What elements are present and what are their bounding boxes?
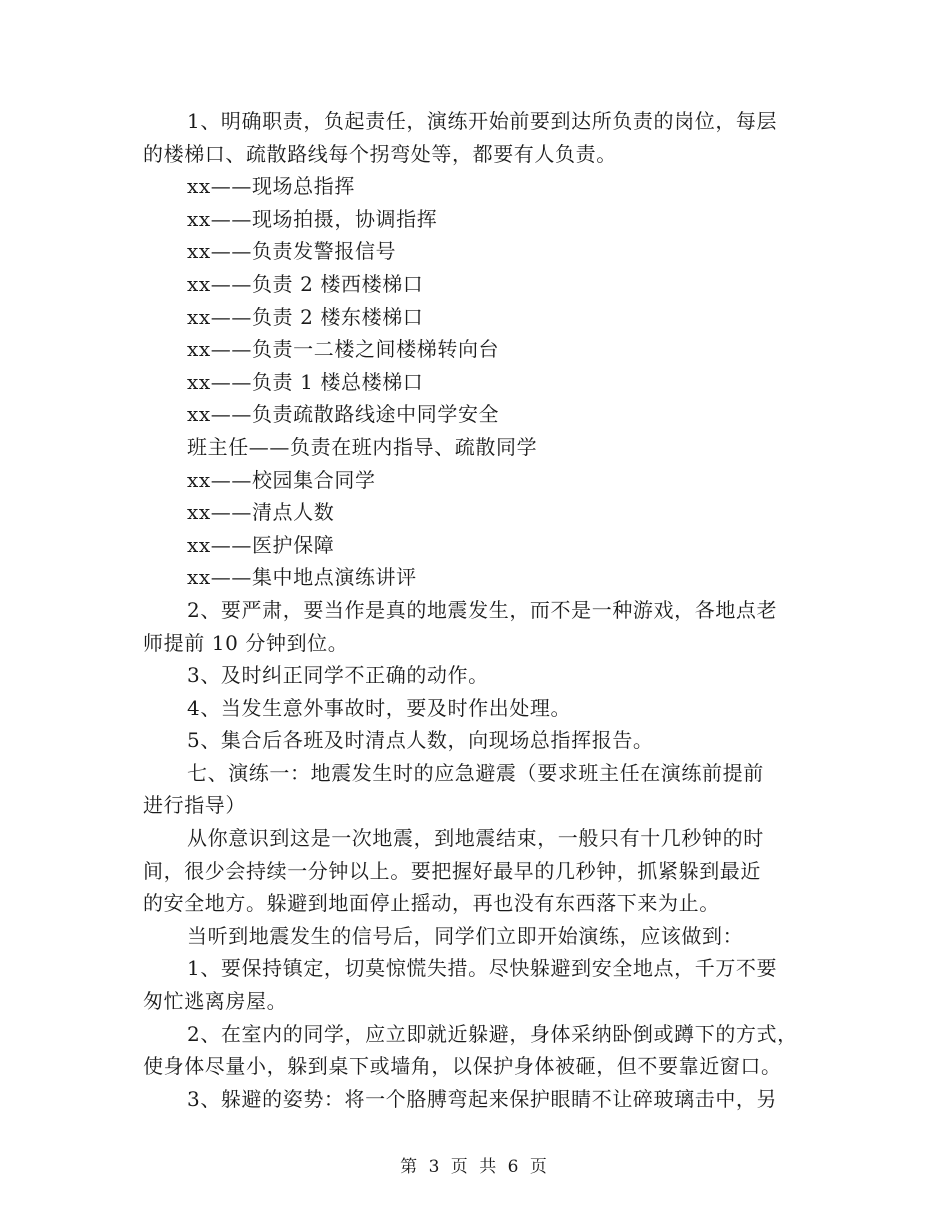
text-line: 2、在室内的同学，应立即就近躲避，身体采纳卧倒或蹲下的方式， bbox=[187, 1021, 798, 1046]
text-line: xx——集中地点演练讲评 bbox=[187, 565, 417, 590]
text-line: 1、明确职责，负起责任，演练开始前要到达所负责的岗位，每层 bbox=[187, 109, 778, 133]
text-line: 1、要保持镇定，切莫惊慌失措。尽快躲避到安全地点，千万不要 bbox=[187, 956, 778, 981]
text-line: xx——校园集合同学 bbox=[187, 467, 376, 492]
text-line: 3、及时纠正同学不正确的动作。 bbox=[187, 663, 489, 688]
text-line: xx——负责 2 楼东楼梯口 bbox=[187, 304, 424, 329]
text-line: 间，很少会持续一分钟以上。要把握好最早的几秒钟，抓紧躲到最近 bbox=[143, 858, 761, 883]
text-line: 使身体尽量小，躲到桌下或墙角，以保护身体被砸，但不要靠近窗口。 bbox=[143, 1054, 782, 1079]
page-footer: 第 3 页 共 6 页 bbox=[400, 1157, 550, 1177]
text-line: 当听到地震发生的信号后，同学们立即开始演练，应该做到： bbox=[187, 923, 744, 948]
text-line: 匆忙逃离房屋。 bbox=[143, 989, 288, 1014]
text-line: 从你意识到这是一次地震，到地震结束，一般只有十几秒钟的时 bbox=[187, 826, 764, 851]
text-line: 3、躲避的姿势：将一个胳膊弯起来保护眼睛不让碎玻璃击中，另 bbox=[187, 1086, 778, 1111]
text-line: xx——负责 2 楼西楼梯口 bbox=[187, 271, 424, 296]
text-line: 班主任——负责在班内指导、疏散同学 bbox=[187, 434, 538, 459]
text-line: xx——负责疏散路线途中同学安全 bbox=[187, 402, 500, 427]
text-line: xx——负责 1 楼总楼梯口 bbox=[187, 369, 424, 394]
text-line: xx——负责发警报信号 bbox=[187, 239, 397, 264]
text-line: 师提前 10 分钟到位。 bbox=[143, 630, 349, 655]
text-line: 2、要严肃，要当作是真的地震发生，而不是一种游戏，各地点老 bbox=[187, 597, 778, 622]
text-line: xx——清点人数 bbox=[187, 500, 335, 525]
text-line: xx——负责一二楼之间楼梯转向台 bbox=[187, 337, 500, 362]
text-line: 的楼梯口、疏散路线每个拐弯处等，都要有人负责。 bbox=[143, 141, 617, 166]
text-line: 4、当发生意外事故时，要及时作出处理。 bbox=[187, 695, 572, 720]
text-line: 5、集合后各班及时清点人数，向现场总指挥报告。 bbox=[187, 728, 654, 753]
text-line: xx——医护保障 bbox=[187, 532, 335, 557]
document-body bbox=[143, 105, 823, 1115]
text-line: 进行指导） bbox=[143, 793, 246, 818]
text-line: 七、演练一：地震发生时的应急避震（要求班主任在演练前提前 bbox=[187, 760, 764, 785]
text-line: xx——现场总指挥 bbox=[187, 174, 355, 199]
text-line: 的安全地方。躲避到地面停止摇动，再也没有东西落下来为止。 bbox=[143, 891, 720, 916]
text-line: xx——现场拍摄，协调指挥 bbox=[187, 206, 438, 231]
